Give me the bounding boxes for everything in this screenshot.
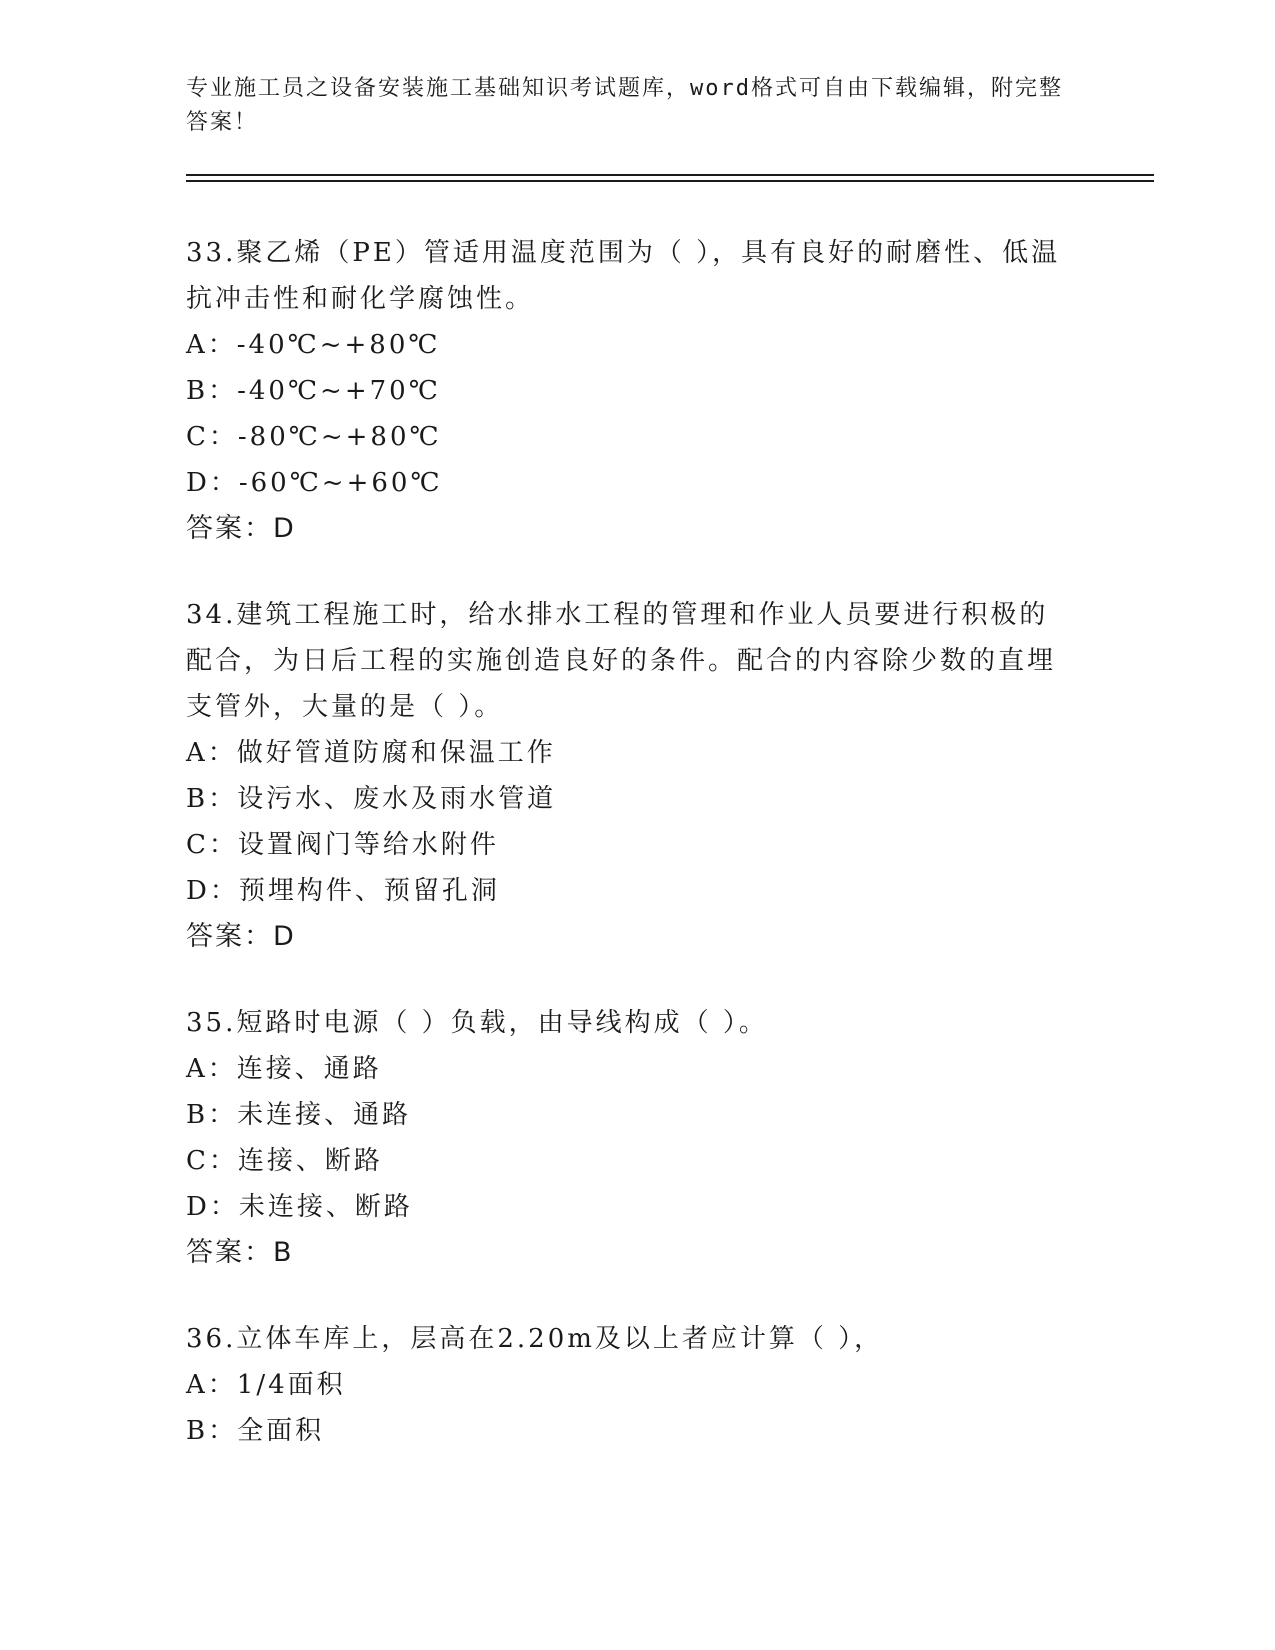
option-a: A：做好管道防腐和保温工作 bbox=[186, 738, 556, 768]
option-b: B：设污水、废水及雨水管道 bbox=[186, 784, 557, 814]
option-c: C：设置阀门等给水附件 bbox=[186, 830, 499, 860]
answer-line: 答案：D bbox=[186, 921, 296, 952]
question-35 bbox=[186, 1000, 1066, 1276]
question-text: 34.建筑工程施工时，给水排水工程的管理和作业人员要进行积极的配合，为日后工程的实施创造良好的条件。配合的内容除少数的直埋支管外，大量的是（ ）。 bbox=[186, 600, 1057, 722]
option-a: A：连接、通路 bbox=[186, 1054, 382, 1084]
document-intro: 专业施工员之设备安装施工基础知识考试题库，word格式可自由下载编辑，附完整答案！ bbox=[186, 76, 1063, 135]
question-list bbox=[186, 230, 1066, 1494]
option-a: A：-40℃~+80℃ bbox=[186, 330, 441, 360]
question-36 bbox=[186, 1316, 1066, 1454]
answer-line: 答案：D bbox=[186, 513, 296, 544]
option-b: B：全面积 bbox=[186, 1416, 325, 1446]
question-text: 33.聚乙烯（PE）管适用温度范围为（ ），具有良好的耐磨性、低温抗冲击性和耐化学腐蚀性。 bbox=[186, 238, 1061, 314]
header-divider-top bbox=[186, 174, 1154, 176]
question-34 bbox=[186, 592, 1066, 960]
option-a: A：1/4面积 bbox=[186, 1370, 346, 1400]
option-b: B：-40℃~+70℃ bbox=[186, 376, 441, 406]
option-c: C：-80℃~+80℃ bbox=[186, 422, 442, 452]
question-text: 35.短路时电源（ ）负载，由导线构成（ ）。 bbox=[186, 1008, 768, 1038]
option-d: D：未连接、断路 bbox=[186, 1192, 413, 1222]
question-text: 36.立体车库上，层高在2.20m及以上者应计算（ ）， bbox=[186, 1324, 884, 1354]
option-d: D：预埋构件、预留孔洞 bbox=[186, 876, 500, 906]
option-b: B：未连接、通路 bbox=[186, 1100, 412, 1130]
question-33 bbox=[186, 230, 1066, 552]
option-c: C：连接、断路 bbox=[186, 1146, 383, 1176]
answer-line: 答案：B bbox=[186, 1237, 294, 1268]
option-d: D：-60℃~+60℃ bbox=[186, 468, 443, 498]
header-divider-bottom bbox=[186, 180, 1154, 182]
